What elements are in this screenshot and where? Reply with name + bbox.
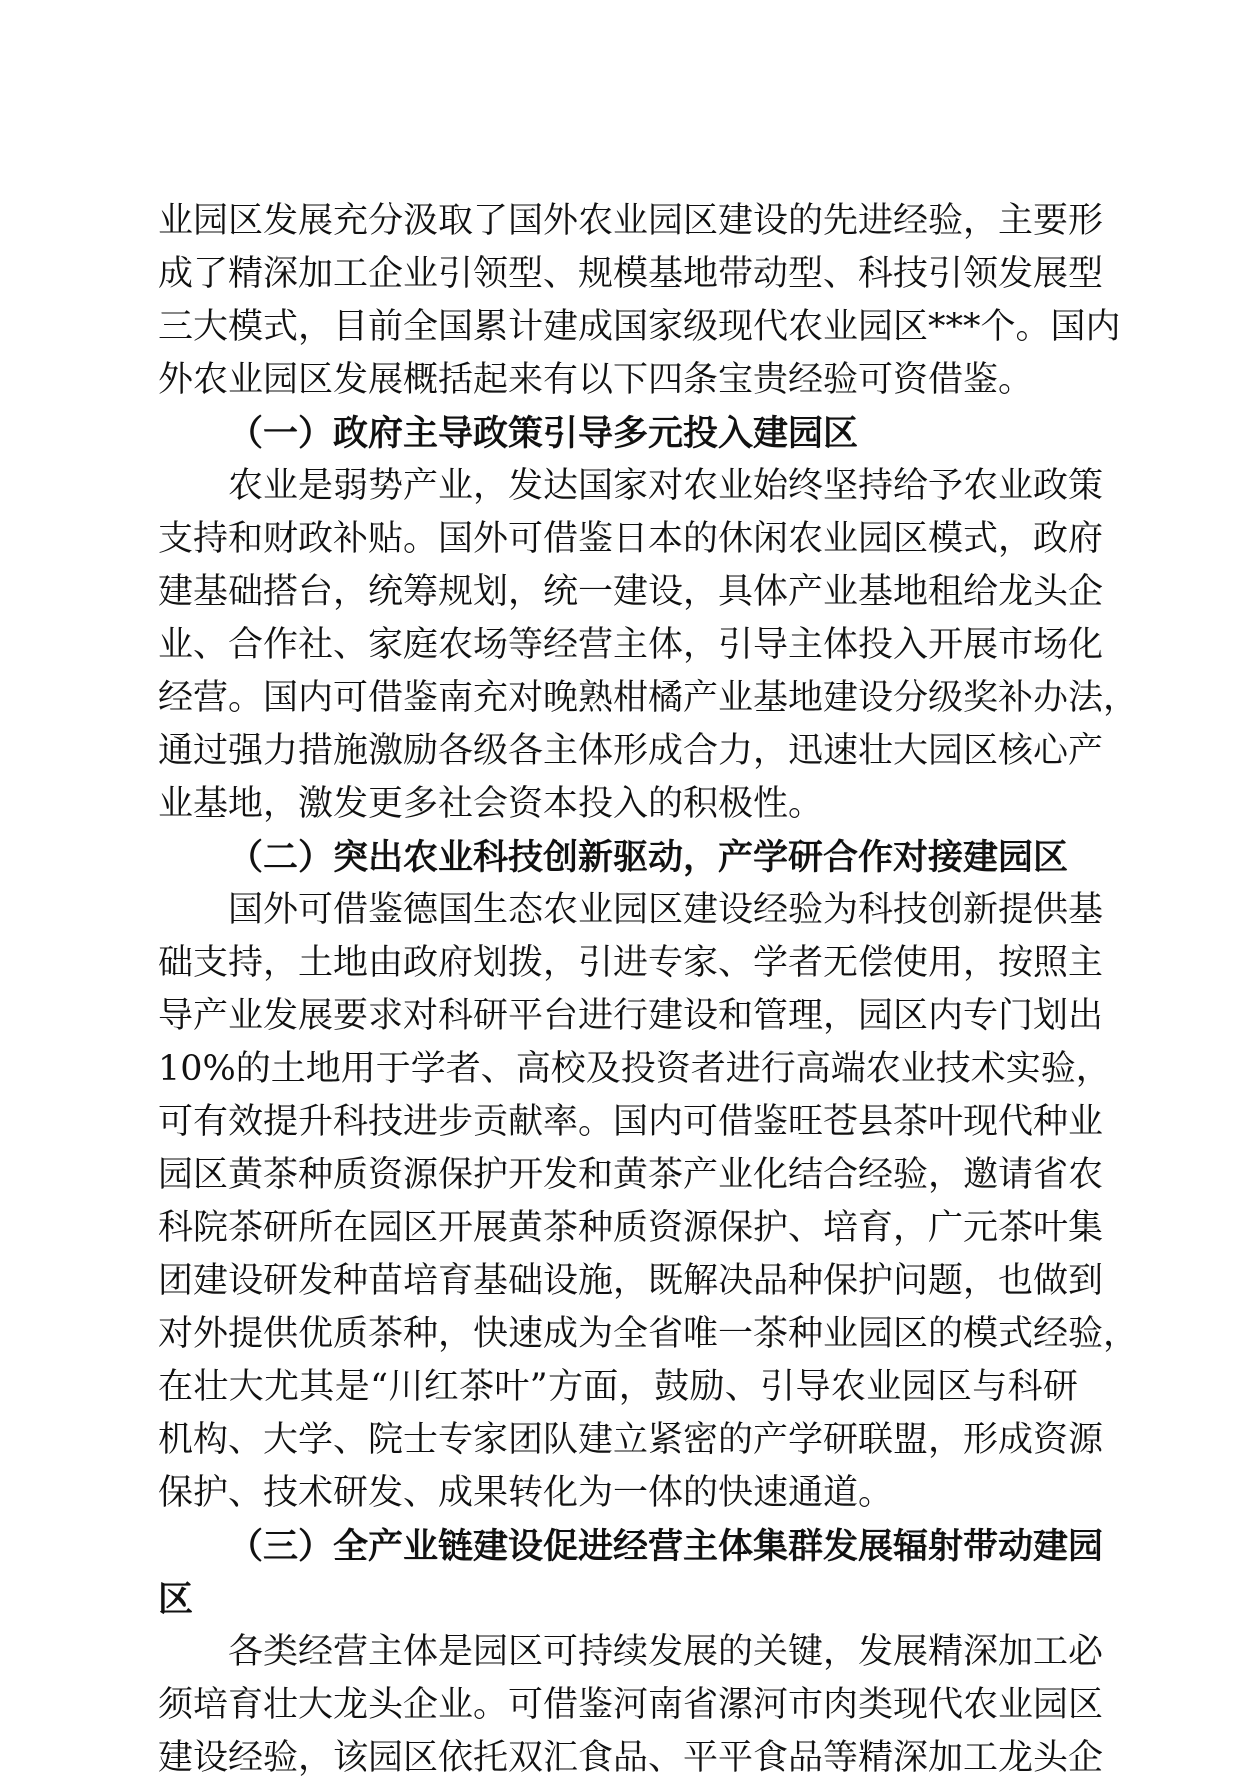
paragraph-line: 导产业发展要求对科研平台进行建设和管理，园区内专门划出 <box>158 996 1104 1036</box>
paragraph-line: 农业是弱势产业，发达国家对农业始终坚持给予农业政策 <box>228 466 1104 506</box>
section-heading-2: （二）突出农业科技创新驱动，产学研合作对接建园区 <box>228 837 1069 878</box>
paragraph-line: 保护、技术研发、成果转化为一体的快速通道。 <box>158 1473 894 1513</box>
paragraph-line: 业、合作社、家庭农场等经营主体，引导主体投入开展市场化 <box>158 625 1104 665</box>
document-body <box>158 195 1139 1785</box>
paragraph-line: 通过强力措施激励各级各主体形成合力，迅速壮大园区核心产 <box>158 731 1104 771</box>
paragraph-line: 10%的土地用于学者、高校及投资者进行高端农业技术实验， <box>158 1049 1111 1089</box>
paragraph-line: 业园区发展充分汲取了国外农业园区建设的先进经验，主要形 <box>158 201 1104 241</box>
paragraph-line: 成了精深加工企业引领型、规模基地带动型、科技引领发展型 <box>158 254 1104 294</box>
paragraph-line: 础支持，土地由政府划拨，引进专家、学者无偿使用，按照主 <box>158 943 1104 983</box>
paragraph-line: 外农业园区发展概括起来有以下四条宝贵经验可资借鉴。 <box>158 360 1034 400</box>
paragraph-line: 建设经验，该园区依托双汇食品、平平食品等精深加工龙头企 <box>158 1738 1104 1778</box>
paragraph-line: 建基础搭台，统筹规划，统一建设，具体产业基地租给龙头企 <box>158 572 1104 612</box>
paragraph-line: 对外提供优质茶种，快速成为全省唯一茶种业园区的模式经验， <box>158 1314 1139 1354</box>
paragraph-line: 经营。国内可借鉴南充对晚熟柑橘产业基地建设分级奖补办法， <box>158 678 1139 718</box>
section-heading-1: （一）政府主导政策引导多元投入建园区 <box>228 413 859 454</box>
paragraph-line: 团建设研发种苗培育基础设施，既解决品种保护问题，也做到 <box>158 1261 1104 1301</box>
section-heading-3-continuation: 区 <box>158 1579 194 1620</box>
section-heading-3: （三）全产业链建设促进经营主体集群发展辐射带动建园 <box>228 1526 1104 1567</box>
paragraph-line: 可有效提升科技进步贡献率。国内可借鉴旺苍县茶叶现代种业 <box>158 1102 1104 1142</box>
paragraph-line: 机构、大学、院士专家团队建立紧密的产学研联盟，形成资源 <box>158 1420 1104 1460</box>
paragraph-line: 业基地，激发更多社会资本投入的积极性。 <box>158 784 824 824</box>
paragraph-line: 三大模式，目前全国累计建成国家级现代农业园区***个。国内 <box>158 307 1121 347</box>
paragraph-line: 国外可借鉴德国生态农业园区建设经验为科技创新提供基 <box>228 890 1104 930</box>
paragraph-line: 各类经营主体是园区可持续发展的关键，发展精深加工必 <box>228 1632 1104 1672</box>
paragraph-line: 须培育壮大龙头企业。可借鉴河南省漯河市肉类现代农业园区 <box>158 1685 1104 1725</box>
paragraph-line: 支持和财政补贴。国外可借鉴日本的休闲农业园区模式，政府 <box>158 519 1104 559</box>
paragraph-line: 园区黄茶种质资源保护开发和黄茶产业化结合经验，邀请省农 <box>158 1155 1104 1195</box>
paragraph-line: 科院茶研所在园区开展黄茶种质资源保护、培育，广元茶叶集 <box>158 1208 1104 1248</box>
paragraph-line: 在壮大尤其是“川红茶叶”方面，鼓励、引导农业园区与科研 <box>158 1367 1078 1407</box>
